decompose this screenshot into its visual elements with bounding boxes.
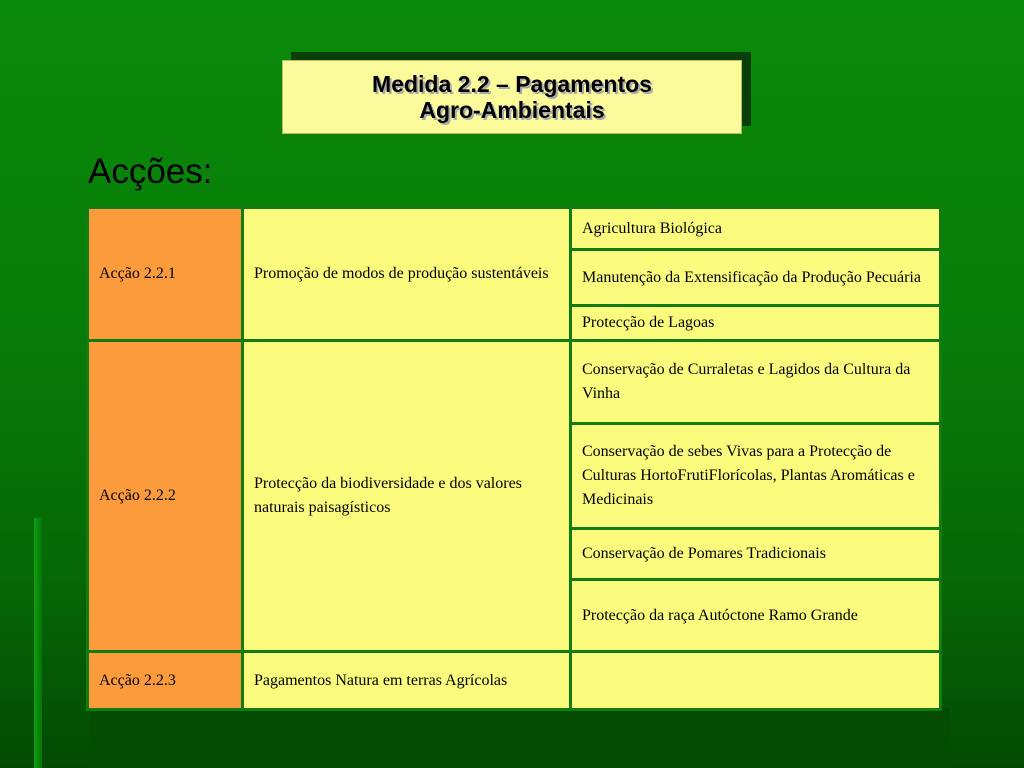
subaction: Conservação de Curraletas e Lagidos da Cultura da Vinha: [571, 341, 941, 424]
action-description: Promoção de modos de produção sustentáveis: [243, 208, 571, 341]
subaction: Manutenção da Extensificação da Produção Pecuária: [571, 250, 941, 306]
decorative-shadow: [90, 708, 950, 768]
subaction: Conservação de sebes Vivas para a Protecção de Culturas HortoFrutiFlorícolas, Plantas Aromáticas e Medicinais: [571, 424, 941, 529]
action-description: Pagamentos Natura em terras Agrícolas: [243, 652, 571, 710]
table-row: [88, 341, 941, 424]
table-row: [88, 208, 941, 250]
action-code: Acção 2.2.1: [88, 208, 243, 341]
subaction-empty: [571, 652, 941, 710]
decorative-bar: [34, 518, 42, 768]
subaction: Protecção de Lagoas: [571, 306, 941, 341]
section-heading: Acções:: [88, 152, 213, 191]
action-description: Protecção da biodiversidade e dos valores naturais paisagísticos: [243, 341, 571, 652]
subaction: Agricultura Biológica: [571, 208, 941, 250]
action-code: Acção 2.2.2: [88, 341, 243, 652]
slide-title: [282, 60, 742, 134]
slide-title-line1: Medida 2.2 – Pagamentos: [372, 71, 652, 97]
table-row: [88, 652, 941, 710]
slide-title-line2: Agro-Ambientais: [419, 97, 605, 123]
subaction: Conservação de Pomares Tradicionais: [571, 529, 941, 580]
subaction: Protecção da raça Autóctone Ramo Grande: [571, 580, 941, 652]
action-code: Acção 2.2.3: [88, 652, 243, 710]
actions-table: [86, 206, 942, 711]
